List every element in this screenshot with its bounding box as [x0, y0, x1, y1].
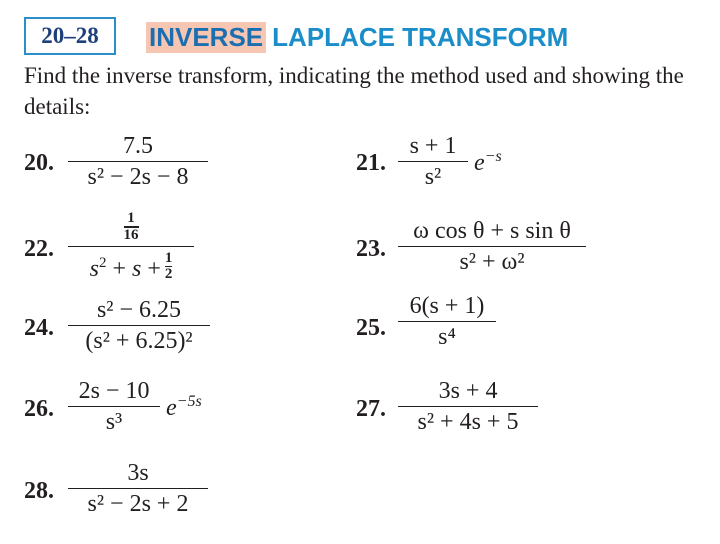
problem-27-fraction [398, 376, 538, 437]
problem-range-box [24, 17, 116, 55]
exp-base: e [474, 150, 485, 176]
problem-24-denominator: (s² + 6.25)² [85, 328, 193, 355]
problem-28-numerator: 3s [127, 460, 149, 486]
problem-21-fraction [398, 131, 468, 192]
problem-22-number: 22. [24, 236, 54, 262]
problem-22-numerator [124, 208, 139, 246]
problem-24-numerator: s² − 6.25 [96, 297, 182, 323]
problem-26-numerator: 2s − 10 [78, 378, 150, 404]
problem-24-number: 24. [24, 315, 54, 341]
problem-23-number: 23. [356, 236, 386, 262]
problem-27-numerator: 3s + 4 [438, 378, 498, 404]
problem-23-fraction [398, 216, 586, 277]
problem-27-denominator: s² + 4s + 5 [417, 409, 519, 436]
problem-21-denominator: s² [424, 164, 442, 191]
problem-21-numerator: s + 1 [409, 133, 457, 159]
instruction-text: Find the inverse transform, indicating the method used and showing the details: [24, 63, 684, 119]
problem-25-fraction [398, 291, 496, 352]
heading-rest: LAPLACE TRANSFORM [272, 21, 569, 52]
problem-26-number: 26. [24, 396, 54, 422]
problem-21-number: 21. [356, 150, 386, 176]
problem-range: 20–28 [41, 23, 99, 48]
exp-power: −5s [176, 393, 202, 410]
mini-top: 1 [164, 249, 173, 266]
problem-27-number: 27. [356, 396, 386, 422]
problem-25-denominator: s⁴ [438, 324, 456, 351]
mini-bottom: 16 [123, 226, 139, 243]
section-heading [146, 20, 568, 54]
problem-20-numerator: 7.5 [123, 133, 153, 159]
mini-top: 1 [127, 210, 135, 227]
problem-26-denominator: s³ [105, 409, 123, 436]
problem-20-fraction [68, 131, 208, 192]
heading-highlight: INVERSE [146, 22, 266, 53]
mini-bottom: 2 [164, 265, 173, 282]
problem-26-fraction [68, 376, 160, 437]
problem-22-denominator: $s^2 + s$ + 1 2 [89, 249, 173, 283]
problem-24-fraction [68, 295, 210, 356]
problem-25-number: 25. [356, 315, 386, 341]
problem-20-denominator: s² − 2s − 8 [87, 164, 189, 191]
problem-23-denominator: s² + ω² [459, 249, 525, 276]
problem-28-fraction [68, 458, 208, 519]
problem-28-number: 28. [24, 478, 54, 504]
problem-23-numerator: ω cos θ + s sin θ [413, 218, 571, 244]
problem-26-exponential [166, 393, 202, 422]
problem-28-denominator: s² − 2s + 2 [87, 491, 189, 518]
problem-21-exponential [474, 148, 502, 177]
problem-25-numerator: 6(s + 1) [409, 293, 485, 319]
numerator-mini-fraction [124, 211, 139, 242]
problem-22-fraction [68, 208, 194, 285]
denominator-mini-fraction [165, 251, 173, 282]
exp-base: e [166, 395, 177, 421]
exp-power: −s [484, 148, 502, 165]
problem-20-number: 20. [24, 150, 54, 176]
